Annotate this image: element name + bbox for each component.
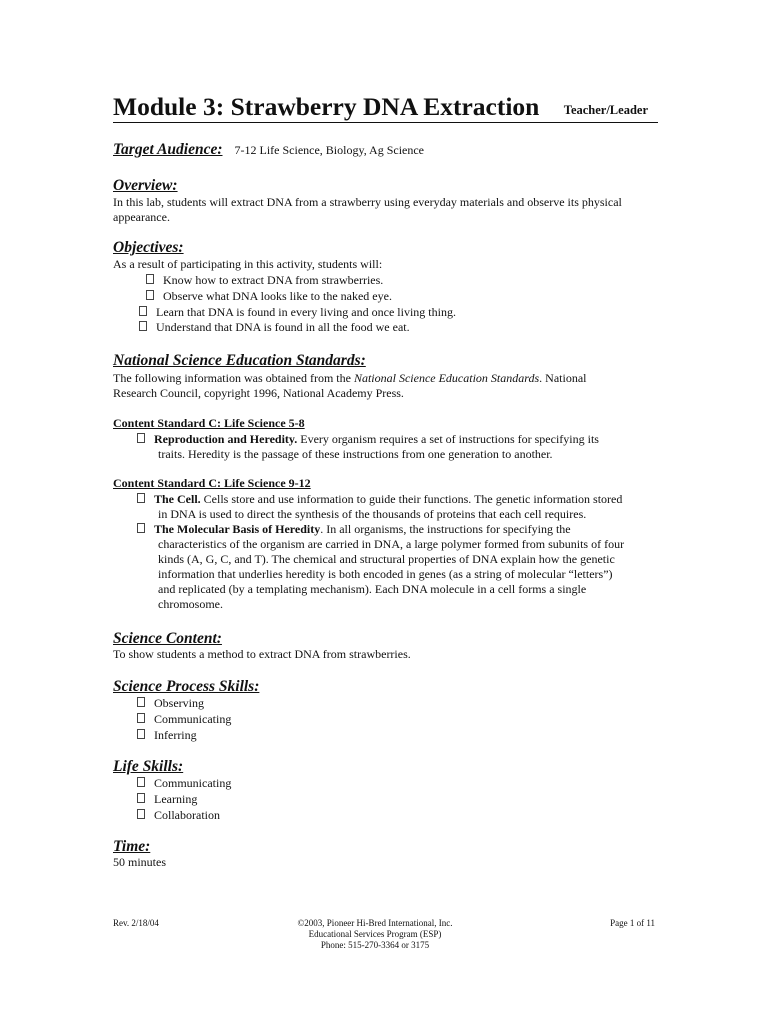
objectives-intro: As a result of participating in this activity, students will: — [113, 257, 383, 271]
checkbox-bullet-icon — [137, 793, 145, 803]
checkbox-bullet-icon — [137, 523, 145, 533]
standard-item-continued: and replicated (by a templating mechanism). Each DNA molecule in a cell forms a single — [158, 582, 587, 596]
checkbox-bullet-icon — [137, 729, 145, 739]
overview-line: appearance. — [113, 210, 170, 224]
checkbox-bullet-icon — [137, 777, 145, 787]
standard-item: The Molecular Basis of Heredity. In all organisms, the instructions for specifying the — [137, 522, 571, 537]
standards-intro: The following information was obtained from the National Science Education Standards. National — [113, 371, 587, 385]
footer-copyright: ©2003, Pioneer Hi-Bred International, Inc. — [297, 918, 453, 928]
life-skill-item: Learning — [137, 792, 197, 807]
checkbox-bullet-icon — [139, 306, 147, 316]
life-skill-item: Collaboration — [137, 808, 220, 823]
objective-item: Know how to extract DNA from strawberries. — [146, 273, 383, 288]
checkbox-bullet-icon — [137, 433, 145, 443]
checkbox-bullet-icon — [146, 274, 154, 284]
process-skill-item: Communicating — [137, 712, 231, 727]
standards-intro-line: Research Council, copyright 1996, National Academy Press. — [113, 386, 404, 400]
checkbox-bullet-icon — [146, 290, 154, 300]
life-skills-heading: Life Skills: — [113, 758, 184, 775]
standard-item-continued: in DNA is used to direct the synthesis of the thousands of proteins that each cell requires. — [158, 507, 587, 521]
checkbox-bullet-icon — [137, 697, 145, 707]
footer-phone: Phone: 515-270-3364 or 3175 — [320, 940, 430, 950]
overview-line: In this lab, students will extract DNA from a strawberry using everyday materials and observe its physical — [113, 195, 622, 209]
footer-revision: Rev. 2/18/04 — [113, 918, 159, 928]
page-title: Module 3: Strawberry DNA Extraction — [113, 92, 540, 121]
standard-item-continued: traits. Heredity is the passage of these instructions from one generation to another. — [158, 447, 553, 461]
footer-center — [270, 918, 480, 951]
science-content-heading: Science Content: — [113, 630, 222, 647]
target-audience-text: 7-12 Life Science, Biology, Ag Science — [234, 143, 425, 157]
title-bar — [113, 92, 658, 123]
audience-role: Teacher/Leader — [563, 103, 648, 117]
target-audience-heading: Target Audience: — [113, 141, 223, 158]
process-skill-item: Inferring — [137, 728, 197, 743]
standard-item-continued: chromosome. — [158, 597, 223, 611]
content-standard-5-8-title: Content Standard C: Life Science 5-8 — [113, 416, 305, 430]
process-skill-item: Observing — [137, 696, 204, 711]
standard-item-continued: information that underlies heredity is both encoded in genes (as a string of molecular “letters”) — [158, 567, 613, 581]
checkbox-bullet-icon — [139, 321, 147, 331]
objective-item: Understand that DNA is found in all the food we eat. — [139, 320, 410, 335]
content-standard-9-12-title: Content Standard C: Life Science 9-12 — [113, 476, 311, 490]
standard-item-continued: kinds (A, G, C, and T). The chemical and structural properties of DNA explain how the genetic — [158, 552, 615, 566]
objectives-heading: Objectives: — [113, 239, 184, 256]
standard-item-continued: characteristics of the organism are carried in DNA, a large polymer formed from subunits of four — [158, 537, 625, 551]
footer-page-number: Page 1 of 11 — [610, 918, 655, 928]
process-skills-heading: Science Process Skills: — [113, 678, 260, 695]
checkbox-bullet-icon — [137, 493, 145, 503]
footer-program: Educational Services Program (ESP) — [308, 929, 442, 939]
standard-item: Reproduction and Heredity. Every organism requires a set of instructions for specifying its — [137, 432, 599, 447]
life-skill-item: Communicating — [137, 776, 231, 791]
objective-item: Learn that DNA is found in every living and once living thing. — [139, 305, 456, 320]
standard-item: The Cell. Cells store and use information to guide their functions. The genetic information stored — [137, 492, 622, 507]
science-content-text: To show students a method to extract DNA from strawberries. — [113, 647, 411, 661]
objective-item: Observe what DNA looks like to the naked eye. — [146, 289, 392, 304]
checkbox-bullet-icon — [137, 809, 145, 819]
time-heading: Time: — [113, 838, 151, 855]
time-text: 50 minutes — [113, 855, 166, 869]
standards-heading: National Science Education Standards: — [113, 352, 366, 369]
checkbox-bullet-icon — [137, 713, 145, 723]
overview-heading: Overview: — [113, 177, 178, 194]
target-audience-row — [113, 141, 424, 159]
